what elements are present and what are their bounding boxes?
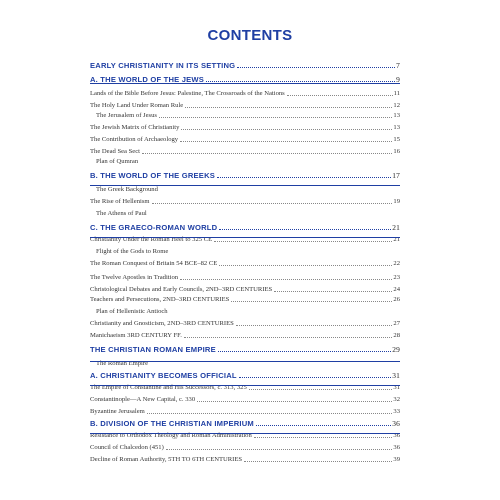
toc-entry[interactable] <box>90 292 400 304</box>
dot-leader <box>166 448 393 450</box>
toc-map-entry[interactable] <box>90 304 400 316</box>
toc-entry-title: Decline of Roman Authority, 5TH TO 6TH CENTURIES <box>90 456 243 463</box>
toc-entry-title: Council of Chalcedon (451) <box>90 444 164 451</box>
toc-section-heading[interactable] <box>90 168 400 180</box>
toc-section-heading[interactable] <box>90 58 400 70</box>
toc-map-entry[interactable] <box>90 182 400 194</box>
toc-entry-title: The Holy Land Under Roman Rule <box>90 102 184 109</box>
toc-page-number: 24 <box>393 286 400 293</box>
toc-entry-title: THE CHRISTIAN ROMAN EMPIRE <box>90 345 216 354</box>
toc-entry-title: Manichaeism 3RD CENTURY FF. <box>90 332 182 339</box>
dot-leader <box>256 424 391 426</box>
toc-entry-title: Lands of the Bible Before Jesus: Palestine, The Crossroads of the Nations <box>90 90 285 97</box>
toc-entry-title: C. THE GRAECO-ROMAN WORLD <box>90 223 218 232</box>
toc-entry[interactable] <box>90 120 400 132</box>
toc-entry[interactable] <box>90 380 400 392</box>
toc-page-number: 36 <box>392 419 400 428</box>
toc-page-number: 11 <box>393 90 400 97</box>
toc-entry-title: Resistance to Orthodox Theology and Roman Administration <box>90 432 252 439</box>
toc-entry[interactable] <box>90 194 400 206</box>
toc-entry[interactable] <box>90 328 400 340</box>
dot-leader <box>214 240 392 242</box>
toc-page-number: 33 <box>393 408 400 415</box>
toc-entry-title: The Jerusalem of Jesus <box>96 112 157 119</box>
toc-entry-title: A. CHRISTIANITY BECOMES OFFICIAL <box>90 371 237 380</box>
toc-page-number: 22 <box>393 260 400 267</box>
toc-section-heading[interactable] <box>90 220 400 232</box>
toc-entry-title: Plan of Qumran <box>96 158 139 165</box>
toc-page-number: 27 <box>393 320 400 327</box>
section-divider <box>90 433 400 434</box>
toc-entry[interactable] <box>90 452 400 464</box>
dot-leader <box>180 140 392 142</box>
toc-page-number: 21 <box>392 223 400 232</box>
toc-entry[interactable] <box>90 404 400 416</box>
toc-entry[interactable] <box>90 316 400 328</box>
dot-leader <box>231 300 392 302</box>
dot-leader <box>170 313 399 314</box>
toc-entry-title: B. THE WORLD OF THE GREEKS <box>90 171 216 180</box>
dot-leader <box>217 176 391 178</box>
toc-entry-title: The Athens of Paul <box>96 210 147 217</box>
dot-leader <box>219 228 391 230</box>
toc-entry-title: The Greek Background <box>96 186 158 193</box>
toc-entry-title: The Dead Sea Sect <box>90 148 140 155</box>
dot-leader <box>150 365 399 366</box>
dot-leader <box>239 376 391 378</box>
toc-subentry[interactable] <box>90 108 400 120</box>
toc-entry-title: The Empire of Constantine and His Successors, c. 313, 325 <box>90 384 247 391</box>
toc-map-entry[interactable] <box>90 206 400 218</box>
toc-entry-title: Christianity and Gnosticism, 2ND–3RD CENTURIES <box>90 320 234 327</box>
toc-page-number: 15 <box>393 136 400 143</box>
toc-entry-title: Christianity Under the Roman Heel to 325 CE <box>90 236 213 243</box>
toc-page-number: 19 <box>393 198 400 205</box>
dot-leader <box>159 116 392 118</box>
section-divider <box>90 185 400 186</box>
toc-entry-title: The Contribution of Archaeology <box>90 136 179 143</box>
dot-leader <box>184 336 393 338</box>
toc-page-number: 16 <box>393 148 400 155</box>
toc-entry-title: Constantinople—A New Capital, c. 330 <box>90 396 196 403</box>
toc-entry-title: Teachers and Persecutions, 2ND–3RD CENTURIES <box>90 296 230 303</box>
dot-leader <box>237 66 395 68</box>
toc-page-number: 7 <box>396 61 400 70</box>
dot-leader <box>249 388 393 390</box>
toc-section-heading[interactable] <box>90 416 400 428</box>
page-title: CONTENTS <box>207 27 293 44</box>
section-divider <box>90 361 400 362</box>
toc-entry-title: The Rise of Hellenism <box>90 198 150 205</box>
section-divider <box>90 385 400 386</box>
toc-section-heading[interactable] <box>90 368 400 380</box>
toc-entry[interactable] <box>90 428 400 440</box>
dot-leader <box>218 350 391 352</box>
toc-entry[interactable] <box>90 440 400 452</box>
toc-entry-title: The Roman Empire <box>96 360 149 367</box>
toc-page-number: 21 <box>393 236 400 243</box>
toc-entry-title: Christological Debates and Early Councils, 2ND–3RD CENTURIES <box>90 286 273 293</box>
toc-entry-title: The Jewish Matrix of Christianity <box>90 124 180 131</box>
toc-page-number: 9 <box>396 75 400 84</box>
toc-page-number: 12 <box>393 102 400 109</box>
toc-page-number: 32 <box>393 396 400 403</box>
dot-leader <box>140 163 399 164</box>
dot-leader <box>236 324 393 326</box>
dot-leader <box>197 400 392 402</box>
dot-leader <box>170 253 399 254</box>
toc-page-number: 17 <box>392 171 400 180</box>
toc-entry[interactable] <box>90 270 400 282</box>
toc-page-number: 36 <box>393 432 400 439</box>
toc-entry[interactable] <box>90 132 400 144</box>
toc-page-number: 26 <box>393 296 400 303</box>
section-divider <box>90 83 400 84</box>
toc-page-number: 39 <box>393 456 400 463</box>
toc-map-entry[interactable] <box>90 244 400 256</box>
toc-entry[interactable] <box>90 256 400 268</box>
toc-entry-title: The Roman Conquest of Britain 54 BCE–82 CE <box>90 260 218 267</box>
toc-page-number: 31 <box>393 384 400 391</box>
toc-page-number: 13 <box>393 124 400 131</box>
toc-map-entry[interactable] <box>90 154 400 166</box>
toc-page-number: 28 <box>393 332 400 339</box>
dot-leader <box>181 128 392 130</box>
toc-entry-title: EARLY CHRISTIANITY IN ITS SETTING <box>90 61 236 70</box>
toc-entry-title: B. DIVISION OF THE CHRISTIAN IMPERIUM <box>90 419 254 428</box>
dot-leader <box>160 191 399 192</box>
toc-page-number: 13 <box>393 112 400 119</box>
toc-page-number: 36 <box>393 444 400 451</box>
dot-leader <box>254 436 393 438</box>
dot-leader <box>180 278 392 280</box>
toc-entry-title: Plan of Hellenistic Antioch <box>96 308 168 315</box>
dot-leader <box>147 412 393 414</box>
dot-leader <box>219 264 392 266</box>
section-divider <box>90 237 400 238</box>
toc-section-heading[interactable] <box>90 342 400 354</box>
dot-leader <box>287 94 393 96</box>
toc-entry[interactable] <box>90 86 400 98</box>
toc-entry-title: A. THE WORLD OF THE JEWS <box>90 75 205 84</box>
toc-entry-title: Flight of the Gods to Rome <box>96 248 169 255</box>
toc-entry-title: The Twelve Apostles in Tradition <box>90 274 179 281</box>
dot-leader <box>206 80 395 82</box>
toc-entry[interactable] <box>90 232 400 244</box>
toc-entry-title: Byzantine Jerusalem <box>90 408 145 415</box>
toc-page-number: 29 <box>392 345 400 354</box>
toc-entry[interactable] <box>90 392 400 404</box>
toc-map-entry[interactable] <box>90 356 400 368</box>
dot-leader <box>149 215 399 216</box>
dot-leader <box>152 202 393 204</box>
dot-leader <box>244 460 392 462</box>
toc-page-number: 31 <box>392 371 400 380</box>
toc-page-number: 23 <box>393 274 400 281</box>
